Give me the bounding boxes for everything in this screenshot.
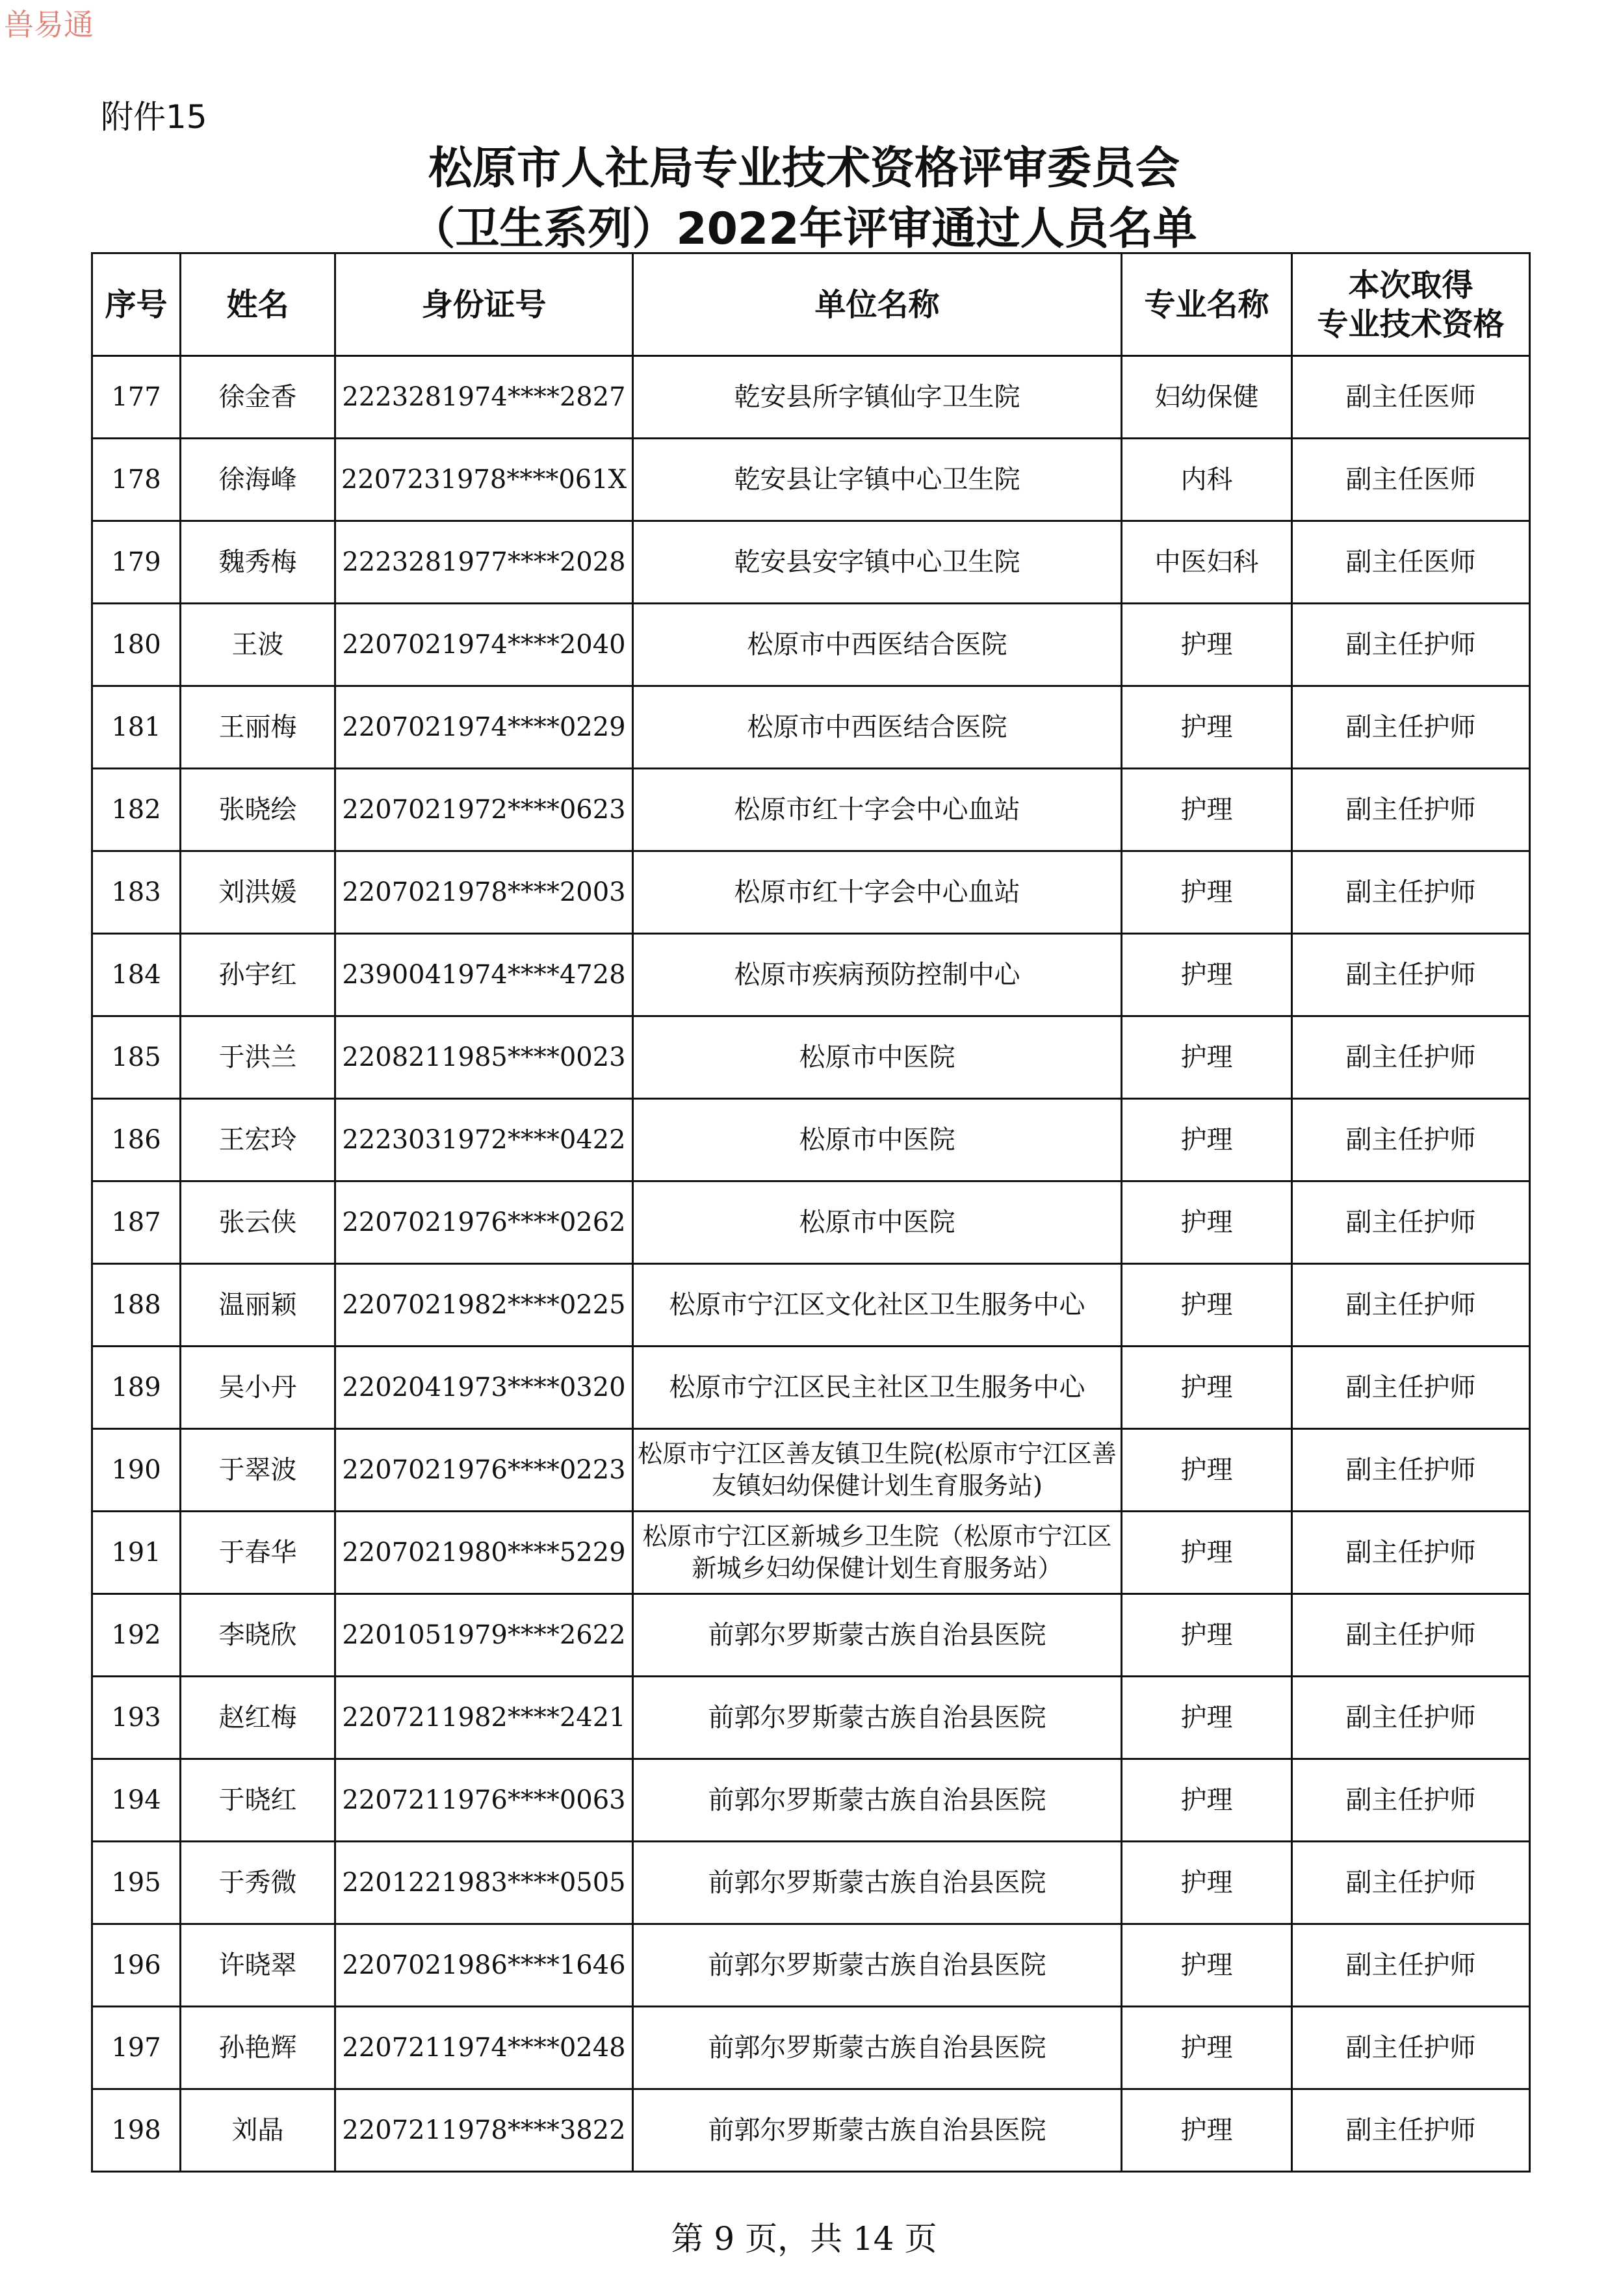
cell-id-number: 2201051979****2622 [335, 1594, 633, 1677]
cell-name: 徐金香 [181, 356, 335, 439]
cell-specialty: 中医妇科 [1122, 521, 1292, 604]
cell-seq: 184 [92, 934, 181, 1016]
cell-id-number: 2207021982****0225 [335, 1264, 633, 1347]
cell-name: 王宏玲 [181, 1099, 335, 1181]
cell-qualification: 副主任护师 [1292, 1429, 1530, 1512]
header-specialty: 专业名称 [1122, 253, 1292, 356]
cell-id-number: 2201221983****0505 [335, 1842, 633, 1924]
cell-qualification: 副主任护师 [1292, 686, 1530, 769]
cell-unit: 松原市中医院 [633, 1016, 1122, 1099]
table-row [92, 1842, 1530, 1924]
header-id-number: 身份证号 [335, 253, 633, 356]
table-row [92, 521, 1530, 604]
cell-specialty: 护理 [1122, 1759, 1292, 1842]
cell-qualification: 副主任护师 [1292, 1924, 1530, 2007]
cell-qualification: 副主任医师 [1292, 521, 1530, 604]
header-unit: 单位名称 [633, 253, 1122, 356]
table-row [92, 2089, 1530, 2172]
cell-qualification: 副主任护师 [1292, 1099, 1530, 1181]
cell-specialty: 护理 [1122, 769, 1292, 851]
cell-seq: 183 [92, 851, 181, 934]
cell-seq: 179 [92, 521, 181, 604]
cell-specialty: 护理 [1122, 2007, 1292, 2089]
cell-unit: 松原市红十字会中心血站 [633, 769, 1122, 851]
cell-name: 于洪兰 [181, 1016, 335, 1099]
cell-unit: 松原市疾病预防控制中心 [633, 934, 1122, 1016]
cell-unit: 松原市中医院 [633, 1099, 1122, 1181]
page-number-footer: 第 9 页，共 14 页 [671, 2220, 937, 2258]
cell-seq: 181 [92, 686, 181, 769]
document-title-line1: 松原市人社局专业技术资格评审委员会 [428, 143, 1180, 194]
header-row [92, 253, 1530, 356]
cell-seq: 194 [92, 1759, 181, 1842]
cell-seq: 177 [92, 356, 181, 439]
cell-id-number: 2207021980****5229 [335, 1512, 633, 1594]
cell-name: 刘晶 [181, 2089, 335, 2172]
cell-qualification: 副主任医师 [1292, 356, 1530, 439]
cell-name: 孙艳辉 [181, 2007, 335, 2089]
header-qualification-line2: 专业技术资格 [1317, 305, 1505, 342]
cell-seq: 192 [92, 1594, 181, 1677]
cell-qualification: 副主任护师 [1292, 1512, 1530, 1594]
cell-id-number: 2202041973****0320 [335, 1347, 633, 1429]
cell-id-number: 2223281977****2028 [335, 521, 633, 604]
cell-specialty: 护理 [1122, 1842, 1292, 1924]
cell-unit: 前郭尔罗斯蒙古族自治县医院 [633, 1759, 1122, 1842]
cell-unit: 松原市中西医结合医院 [633, 604, 1122, 686]
cell-qualification: 副主任护师 [1292, 1181, 1530, 1264]
table-row [92, 604, 1530, 686]
cell-id-number: 2207021976****0223 [335, 1429, 633, 1512]
cell-seq: 178 [92, 439, 181, 521]
cell-seq: 197 [92, 2007, 181, 2089]
cell-id-number: 2208211985****0023 [335, 1016, 633, 1099]
cell-name: 温丽颖 [181, 1264, 335, 1347]
table-row [92, 2007, 1530, 2089]
document-title-line2: （卫生系列）2022年评审通过人员名单 [411, 203, 1197, 255]
header-name: 姓名 [181, 253, 335, 356]
cell-specialty: 护理 [1122, 1512, 1292, 1594]
cell-qualification: 副主任护师 [1292, 604, 1530, 686]
cell-qualification: 副主任护师 [1292, 2007, 1530, 2089]
table-row [92, 1924, 1530, 2007]
cell-name: 王丽梅 [181, 686, 335, 769]
cell-specialty: 护理 [1122, 2089, 1292, 2172]
cell-qualification: 副主任护师 [1292, 1677, 1530, 1759]
cell-specialty: 护理 [1122, 1924, 1292, 2007]
table-row [92, 769, 1530, 851]
cell-seq: 185 [92, 1016, 181, 1099]
table-row [92, 1099, 1530, 1181]
cell-qualification: 副主任护师 [1292, 934, 1530, 1016]
cell-unit: 松原市宁江区文化社区卫生服务中心 [633, 1264, 1122, 1347]
cell-seq: 188 [92, 1264, 181, 1347]
table-row [92, 1594, 1530, 1677]
table-row [92, 1264, 1530, 1347]
table-row [92, 686, 1530, 769]
cell-seq: 195 [92, 1842, 181, 1924]
cell-unit: 前郭尔罗斯蒙古族自治县医院 [633, 2089, 1122, 2172]
cell-id-number: 2207211978****3822 [335, 2089, 633, 2172]
cell-specialty: 护理 [1122, 1099, 1292, 1181]
cell-unit: 松原市中医院 [633, 1181, 1122, 1264]
cell-seq: 190 [92, 1429, 181, 1512]
cell-qualification: 副主任护师 [1292, 1594, 1530, 1677]
cell-specialty: 护理 [1122, 851, 1292, 934]
cell-id-number: 2207211974****0248 [335, 2007, 633, 2089]
attachment-label: 附件15 [101, 98, 207, 136]
cell-id-number: 2207021978****2003 [335, 851, 633, 934]
table-row [92, 439, 1530, 521]
table-row [92, 1016, 1530, 1099]
cell-specialty: 护理 [1122, 1016, 1292, 1099]
cell-name: 李晓欣 [181, 1594, 335, 1677]
cell-name: 张晓绘 [181, 769, 335, 851]
cell-id-number: 2207021974****2040 [335, 604, 633, 686]
cell-specialty: 护理 [1122, 1594, 1292, 1677]
cell-seq: 187 [92, 1181, 181, 1264]
cell-seq: 193 [92, 1677, 181, 1759]
cell-name: 徐海峰 [181, 439, 335, 521]
cell-specialty: 妇幼保健 [1122, 356, 1292, 439]
cell-name: 于翠波 [181, 1429, 335, 1512]
cell-id-number: 2207211976****0063 [335, 1759, 633, 1842]
roster-table [91, 252, 1531, 2173]
cell-seq: 189 [92, 1347, 181, 1429]
cell-id-number: 2207021972****0623 [335, 769, 633, 851]
cell-unit: 松原市宁江区新城乡卫生院（松原市宁江区新城乡妇幼保健计划生育服务站） [633, 1512, 1122, 1594]
cell-unit: 松原市宁江区善友镇卫生院(松原市宁江区善友镇妇幼保健计划生育服务站) [633, 1429, 1122, 1512]
cell-unit: 松原市宁江区民主社区卫生服务中心 [633, 1347, 1122, 1429]
cell-id-number: 2223281974****2827 [335, 356, 633, 439]
cell-specialty: 内科 [1122, 439, 1292, 521]
cell-id-number: 2207021986****1646 [335, 1924, 633, 2007]
cell-qualification: 副主任护师 [1292, 851, 1530, 934]
cell-name: 魏秀梅 [181, 521, 335, 604]
table-row [92, 851, 1530, 934]
table-row [92, 1181, 1530, 1264]
cell-specialty: 护理 [1122, 1347, 1292, 1429]
cell-id-number: 2223031972****0422 [335, 1099, 633, 1181]
table-row [92, 1677, 1530, 1759]
cell-specialty: 护理 [1122, 1264, 1292, 1347]
watermark: 兽易通 [4, 7, 94, 42]
cell-id-number: 2207231978****061X [335, 439, 633, 521]
cell-unit: 乾安县所字镇仙字卫生院 [633, 356, 1122, 439]
cell-unit: 乾安县让字镇中心卫生院 [633, 439, 1122, 521]
cell-unit: 前郭尔罗斯蒙古族自治县医院 [633, 1677, 1122, 1759]
cell-seq: 180 [92, 604, 181, 686]
cell-specialty: 护理 [1122, 1429, 1292, 1512]
cell-unit: 乾安县安字镇中心卫生院 [633, 521, 1122, 604]
cell-specialty: 护理 [1122, 1181, 1292, 1264]
cell-id-number: 2207021976****0262 [335, 1181, 633, 1264]
cell-specialty: 护理 [1122, 934, 1292, 1016]
cell-specialty: 护理 [1122, 1677, 1292, 1759]
cell-unit: 前郭尔罗斯蒙古族自治县医院 [633, 1594, 1122, 1677]
cell-specialty: 护理 [1122, 604, 1292, 686]
cell-id-number: 2207211982****2421 [335, 1677, 633, 1759]
table-row [92, 356, 1530, 439]
cell-qualification: 副主任护师 [1292, 2089, 1530, 2172]
cell-name: 张云侠 [181, 1181, 335, 1264]
cell-name: 于晓红 [181, 1759, 335, 1842]
table-row [92, 1759, 1530, 1842]
cell-unit: 松原市红十字会中心血站 [633, 851, 1122, 934]
header-seq: 序号 [92, 253, 181, 356]
cell-id-number: 2207021974****0229 [335, 686, 633, 769]
cell-name: 于春华 [181, 1512, 335, 1594]
cell-qualification: 副主任护师 [1292, 1759, 1530, 1842]
cell-seq: 196 [92, 1924, 181, 2007]
table-row [92, 934, 1530, 1016]
header-qualification [1292, 253, 1530, 356]
cell-qualification: 副主任护师 [1292, 1347, 1530, 1429]
table-row [92, 1429, 1530, 1512]
cell-qualification: 副主任医师 [1292, 439, 1530, 521]
cell-name: 孙宇红 [181, 934, 335, 1016]
cell-unit: 松原市中西医结合医院 [633, 686, 1122, 769]
cell-qualification: 副主任护师 [1292, 1842, 1530, 1924]
header-qualification-line1: 本次取得 [1348, 266, 1473, 303]
cell-name: 吴小丹 [181, 1347, 335, 1429]
cell-qualification: 副主任护师 [1292, 769, 1530, 851]
cell-name: 王波 [181, 604, 335, 686]
cell-specialty: 护理 [1122, 686, 1292, 769]
cell-name: 于秀微 [181, 1842, 335, 1924]
cell-seq: 182 [92, 769, 181, 851]
cell-seq: 198 [92, 2089, 181, 2172]
cell-seq: 186 [92, 1099, 181, 1181]
cell-name: 刘洪媛 [181, 851, 335, 934]
table-row [92, 1512, 1530, 1594]
cell-unit: 前郭尔罗斯蒙古族自治县医院 [633, 2007, 1122, 2089]
cell-qualification: 副主任护师 [1292, 1016, 1530, 1099]
cell-unit: 前郭尔罗斯蒙古族自治县医院 [633, 1842, 1122, 1924]
cell-id-number: 2390041974****4728 [335, 934, 633, 1016]
cell-qualification: 副主任护师 [1292, 1264, 1530, 1347]
cell-unit: 前郭尔罗斯蒙古族自治县医院 [633, 1924, 1122, 2007]
table-row [92, 1347, 1530, 1429]
cell-seq: 191 [92, 1512, 181, 1594]
cell-name: 赵红梅 [181, 1677, 335, 1759]
cell-name: 许晓翠 [181, 1924, 335, 2007]
